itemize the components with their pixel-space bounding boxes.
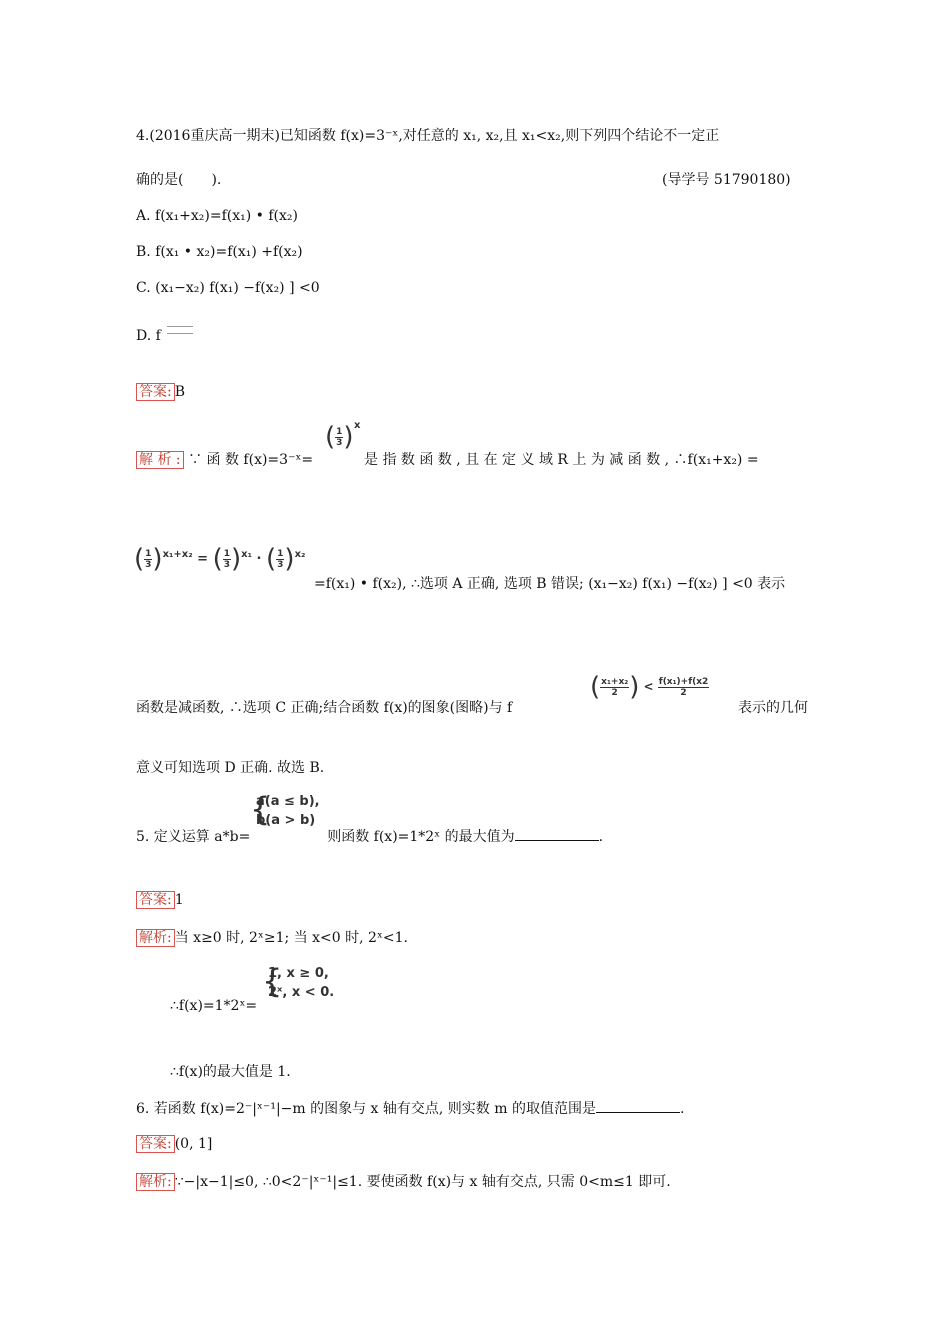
q4-analysis-line2: =f(x₁) • f(x₂), ∴选项 A 正确, 选项 B 错误; (x₁−x₂) f(x₁) −f(x₂) ] <0 表示 [314, 576, 786, 592]
analysis-label: 解析: [136, 1173, 175, 1191]
analysis-label: 解析: [136, 929, 175, 947]
answer-label: 答案: [136, 383, 175, 401]
q4-line1: 4.(2016重庆高一期末)已知函数 f(x)=3⁻ˣ,对任意的 x₁, x₂,且 x₁<x₂,则下列四个结论不一定正 [136, 128, 720, 144]
q6-question: 6. 若函数 f(x)=2⁻|ˣ⁻¹|−m 的图象与 x 轴有交点, 则实数 m 的取值范围是 . [136, 1098, 684, 1119]
q6-answer-row [136, 1134, 212, 1154]
one-third-power-x-formula: ( $\frac{1}{3}$ ) x [325, 420, 361, 452]
exponent-product-formula: ( $\frac{1}{3}$ )$^{x_1+x_2}$ = ( $\frac{1}{3}$ )$^{x_1}$ · ( $\frac{1}{3}$ )$^{x_2}$ [134, 544, 306, 574]
q6-answer-blank [596, 1098, 680, 1113]
q4-ref: (导学号 51790180) [662, 172, 791, 188]
q5-analysis-line3: ∴f(x)的最大值是 1. [170, 1064, 291, 1080]
analysis-label: 解 析 : [136, 451, 184, 469]
q4-option-d: D. f [136, 326, 193, 346]
q4-option-c: C. (x₁−x₂) f(x₁) −f(x₂) ] <0 [136, 280, 320, 296]
q5-answer-row [136, 890, 184, 910]
q4-analysis-line3: 函数是减函数, ∴选项 C 正确;结合函数 f(x)的图象(图略)与 f [136, 700, 513, 716]
left-brace: { [250, 790, 271, 828]
q4-analysis-line1: 解 析 : ∵ 函 数 f(x)=3⁻ˣ= [136, 450, 313, 470]
q4-option-b: B. f(x₁ • x₂)=f(x₁) +f(x₂) [136, 244, 303, 260]
q4-option-a: A. f(x₁+x₂)=f(x₁) • f(x₂) [136, 208, 298, 224]
q4-answer-row [136, 382, 185, 402]
q5-question: 5. 定义运算 a*b= 则函数 f(x)=1*2ˣ 的最大值为 . [136, 826, 603, 847]
q4-analysis-line4: 意义可知选项 D 正确. 故选 B. [136, 760, 325, 776]
q4-line2: 确的是( ). [136, 172, 222, 188]
q4-analysis-line1-post: 是 指 数 函 数 , 且 在 定 义 域 R 上 为 减 函 数 , ∴f(x₁+x₂) = [364, 452, 759, 468]
answer-value: 1 [174, 892, 184, 908]
piecewise-operation-formula: a(a ≤ b), b(a > b) [256, 794, 320, 828]
q5-answer-blank [515, 826, 599, 841]
q4-analysis-line3-post: 表示的几何 [738, 700, 808, 716]
piecewise-fx-formula: 1, x ≥ 0, 2ˣ, x < 0. [268, 966, 335, 1000]
option-d-formula-image [167, 326, 193, 334]
q6-analysis-line1: 解析: ∵−|x−1|≤0, ∴0<2⁻|ˣ⁻¹|≤1. 要使函数 f(x)与 x 轴有交点, 只需 0<m≤1 即可. [136, 1172, 671, 1192]
q5-analysis-line1: 解析: 当 x≥0 时, 2ˣ≥1; 当 x<0 时, 2ˣ<1. [136, 928, 408, 948]
left-brace-2: { [262, 962, 283, 1000]
answer-value: (0, 1] [174, 1136, 213, 1152]
convexity-inequality-formula: ( $\frac{\text{x₁+x₂}}{2}$ ) < $\frac{\text{f(x₁)+f(x2}}{2}$ [590, 672, 709, 702]
answer-value: B [174, 384, 186, 400]
answer-label: 答案: [136, 1135, 175, 1153]
q5-analysis-line2: ∴f(x)=1*2ˣ= [170, 998, 258, 1014]
answer-label: 答案: [136, 891, 175, 909]
